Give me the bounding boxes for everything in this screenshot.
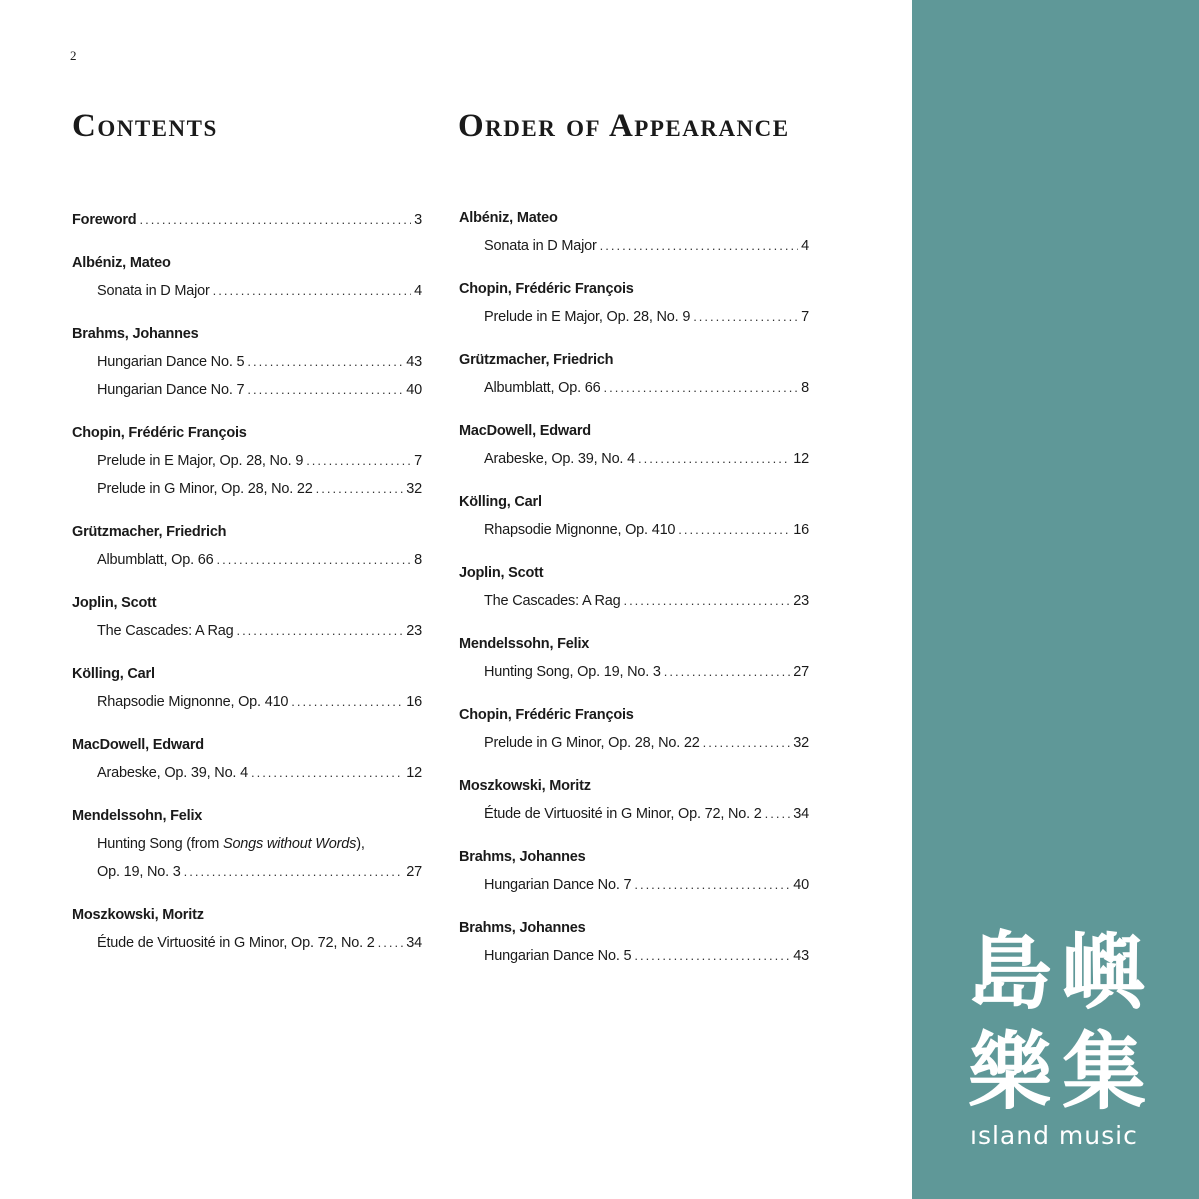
composer-name: Joplin, Scott	[459, 565, 544, 581]
toc-entry[interactable]	[72, 277, 422, 305]
toc-entry[interactable]	[72, 348, 422, 376]
work-title-italic: Songs without Words	[222, 836, 357, 852]
dot-leader	[600, 232, 798, 260]
dot-leader	[623, 587, 790, 615]
page-ref: 12	[793, 451, 809, 467]
composer-group	[459, 701, 809, 757]
page-ref: 40	[406, 382, 422, 398]
toc-entry[interactable]	[72, 475, 422, 503]
brand-logo-text: ısland music	[970, 1121, 1138, 1150]
dot-leader	[703, 729, 791, 757]
page-ref: 27	[406, 864, 422, 880]
page-ref: 3	[414, 212, 422, 228]
composer-group	[459, 914, 809, 970]
work-title: Hungarian Dance No. 5	[484, 948, 632, 964]
dot-leader	[247, 376, 403, 404]
dot-leader	[634, 942, 790, 970]
composer-name: MacDowell, Edward	[459, 423, 591, 439]
work-title: The Cascades: A Rag	[97, 623, 234, 639]
work-title-line2: Op. 19, No. 3	[97, 864, 181, 880]
composer-group	[72, 320, 422, 404]
composer-name: Brahms, Johannes	[72, 326, 199, 342]
composer-name: Kölling, Carl	[72, 666, 155, 682]
dot-leader	[213, 277, 411, 305]
order-entry[interactable]	[459, 587, 809, 615]
dot-leader	[291, 688, 403, 716]
dot-leader	[604, 374, 799, 402]
work-title: Étude de Virtuosité in G Minor, Op. 72, No. 2	[484, 806, 762, 822]
work-title	[97, 830, 365, 858]
work-title: Prelude in G Minor, Op. 28, No. 22	[97, 481, 313, 497]
page-ref: 8	[414, 552, 422, 568]
page-ref: 16	[793, 522, 809, 538]
composer-group	[459, 346, 809, 402]
work-title-pre: Hunting Song (from	[97, 836, 223, 852]
page-ref: 34	[793, 806, 809, 822]
page-ref: 12	[406, 765, 422, 781]
page-ref: 7	[801, 309, 809, 325]
composer-name: Mendelssohn, Felix	[459, 636, 590, 652]
work-title: Sonata in D Major	[97, 283, 210, 299]
work-title: Arabeske, Op. 39, No. 4	[484, 451, 635, 467]
work-title: Sonata in D Major	[484, 238, 597, 254]
order-entry[interactable]	[459, 871, 809, 899]
dot-leader	[316, 475, 404, 503]
composer-name: Albéniz, Mateo	[72, 255, 171, 271]
page-ref: 4	[414, 283, 422, 299]
foreword-group	[72, 206, 422, 234]
toc-entry[interactable]	[72, 929, 422, 957]
composer-group	[459, 843, 809, 899]
order-entry[interactable]	[459, 516, 809, 544]
dot-leader	[306, 447, 411, 475]
toc-entry-line1[interactable]	[72, 830, 422, 858]
brand-logo-cjk: 島嶼樂集	[968, 923, 1157, 1121]
composer-group	[72, 731, 422, 787]
work-title: Rhapsodie Mignonne, Op. 410	[484, 522, 676, 538]
order-entry[interactable]	[459, 303, 809, 331]
composer-group	[459, 772, 809, 828]
dot-leader	[634, 871, 790, 899]
order-entry[interactable]	[459, 658, 809, 686]
work-title: Étude de Virtuosité in G Minor, Op. 72, No. 2	[97, 935, 375, 951]
contents-heading: Contents	[72, 108, 218, 144]
page-ref: 16	[406, 694, 422, 710]
work-title: Prelude in E Major, Op. 28, No. 9	[97, 453, 304, 469]
composer-name: Grützmacher, Friedrich	[72, 524, 227, 540]
page-ref: 34	[406, 935, 422, 951]
composer-group	[72, 660, 422, 716]
order-heading: Order of Appearance	[458, 108, 790, 144]
order-entry[interactable]	[459, 374, 809, 402]
composer-group	[459, 559, 809, 615]
dot-leader	[664, 658, 790, 686]
work-title-post: ),	[356, 836, 365, 852]
order-column	[459, 204, 809, 985]
order-entry[interactable]	[459, 800, 809, 828]
work-title: Hungarian Dance No. 7	[484, 877, 632, 893]
toc-entry[interactable]	[72, 376, 422, 404]
dot-leader	[247, 348, 403, 376]
work-title: Hungarian Dance No. 7	[97, 382, 245, 398]
dot-leader	[251, 759, 403, 787]
page-ref: 23	[406, 623, 422, 639]
page-ref: 43	[406, 354, 422, 370]
composer-name: Chopin, Frédéric François	[459, 281, 634, 297]
composer-group	[459, 630, 809, 686]
composer-group	[459, 275, 809, 331]
page-ref: 32	[793, 735, 809, 751]
foreword-entry[interactable]	[72, 206, 422, 234]
composer-name: Kölling, Carl	[459, 494, 542, 510]
page-ref: 40	[793, 877, 809, 893]
brand-sidebar	[912, 0, 1199, 1199]
composer-name: Moszkowski, Moritz	[72, 907, 204, 923]
dot-leader	[693, 303, 798, 331]
foreword-label: Foreword	[72, 212, 137, 228]
work-title: Hunting Song, Op. 19, No. 3	[484, 664, 661, 680]
dot-leader	[638, 445, 790, 473]
dot-leader	[678, 516, 790, 544]
page-ref: 4	[801, 238, 809, 254]
composer-group	[72, 249, 422, 305]
composer-name: Chopin, Frédéric François	[459, 707, 634, 723]
dot-leader	[184, 858, 404, 886]
composer-group	[72, 901, 422, 957]
contents-column	[72, 206, 422, 972]
page-ref: 43	[793, 948, 809, 964]
toc-entry[interactable]	[72, 688, 422, 716]
work-title: Arabeske, Op. 39, No. 4	[97, 765, 248, 781]
order-entry[interactable]	[459, 445, 809, 473]
work-title: Albumblatt, Op. 66	[484, 380, 601, 396]
page-ref: 7	[414, 453, 422, 469]
toc-entry[interactable]	[72, 546, 422, 574]
composer-group	[72, 589, 422, 645]
toc-entry[interactable]	[72, 447, 422, 475]
composer-group	[459, 488, 809, 544]
composer-group	[459, 417, 809, 473]
toc-entry[interactable]	[72, 759, 422, 787]
composer-group	[459, 204, 809, 260]
dot-leader	[765, 800, 791, 828]
dot-leader	[236, 617, 403, 645]
composer-name: MacDowell, Edward	[72, 737, 204, 753]
composer-name: Brahms, Johannes	[459, 849, 586, 865]
composer-name: Joplin, Scott	[72, 595, 157, 611]
page-ref: 23	[793, 593, 809, 609]
work-title: Albumblatt, Op. 66	[97, 552, 214, 568]
toc-entry-line2[interactable]	[72, 858, 422, 886]
dot-leader	[139, 206, 411, 234]
order-entry[interactable]	[459, 942, 809, 970]
work-title: The Cascades: A Rag	[484, 593, 621, 609]
composer-name: Brahms, Johannes	[459, 920, 586, 936]
composer-name: Chopin, Frédéric François	[72, 425, 247, 441]
composer-name: Grützmacher, Friedrich	[459, 352, 614, 368]
composer-name: Albéniz, Mateo	[459, 210, 558, 226]
dot-leader	[378, 929, 404, 957]
composer-group	[72, 802, 422, 886]
toc-entry[interactable]	[72, 617, 422, 645]
work-title: Prelude in G Minor, Op. 28, No. 22	[484, 735, 700, 751]
order-entry[interactable]	[459, 729, 809, 757]
composer-group	[72, 419, 422, 503]
page-ref: 8	[801, 380, 809, 396]
work-title: Hungarian Dance No. 5	[97, 354, 245, 370]
work-title: Rhapsodie Mignonne, Op. 410	[97, 694, 289, 710]
page-ref: 32	[406, 481, 422, 497]
work-title: Prelude in E Major, Op. 28, No. 9	[484, 309, 691, 325]
composer-name: Mendelssohn, Felix	[72, 808, 203, 824]
composer-group	[72, 518, 422, 574]
dot-leader	[217, 546, 412, 574]
page-ref: 27	[793, 664, 809, 680]
composer-name: Moszkowski, Moritz	[459, 778, 591, 794]
page-number: 2	[70, 48, 77, 63]
order-entry[interactable]	[459, 232, 809, 260]
